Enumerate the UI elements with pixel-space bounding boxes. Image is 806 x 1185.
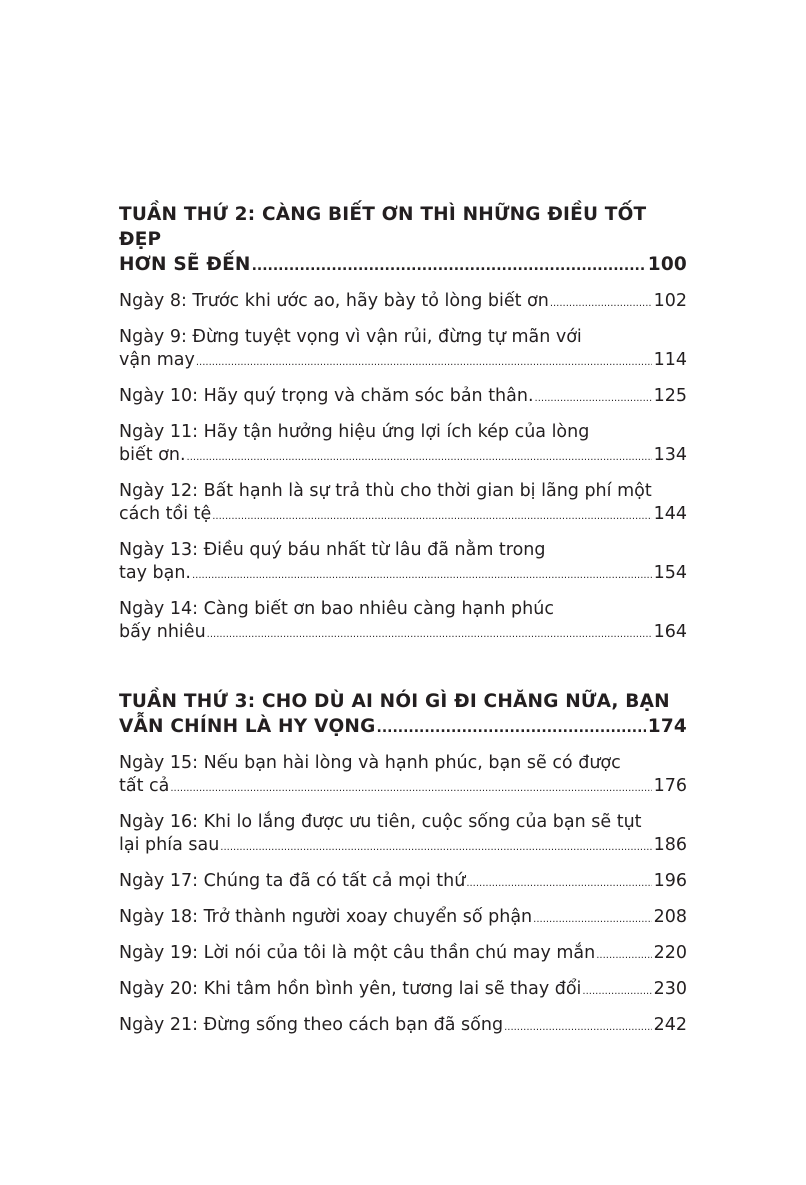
dot-leader: [196, 351, 652, 374]
dot-leader: [596, 944, 651, 967]
toc-entry: [119, 942, 687, 967]
toc-entry-row: [119, 290, 687, 315]
toc-entry-row: [119, 870, 687, 895]
toc-entry: [119, 421, 687, 469]
toc-entry-row: [119, 444, 687, 469]
toc-entry: [119, 752, 687, 800]
toc-entry-row: [119, 385, 687, 410]
entry-title-continued: tất cả: [119, 776, 170, 796]
toc-entry: [119, 539, 687, 587]
toc-entry-row: [119, 906, 687, 931]
toc-entry-row: [119, 775, 687, 800]
page-number: 125: [653, 386, 687, 406]
toc-section-week-3: [119, 689, 687, 1039]
entry-title-continued: vận may: [119, 350, 195, 370]
page-number: 186: [653, 835, 687, 855]
toc-entry: [119, 1014, 687, 1039]
section-heading-line: VẪN CHÍNH LÀ HY VỌNG: [119, 716, 376, 737]
toc-entry-row: [119, 349, 687, 374]
toc-entry-row: [119, 942, 687, 967]
toc-entry: [119, 870, 687, 895]
page-number: 114: [653, 350, 687, 370]
dot-leader: [466, 872, 651, 895]
dot-leader: [582, 980, 651, 1003]
dot-leader: [207, 623, 652, 646]
page-number: 230: [653, 979, 687, 999]
page-number: 154: [653, 563, 687, 583]
dot-leader: [550, 292, 652, 315]
entry-title-continued: cách tồi tệ: [119, 504, 212, 524]
section-heading: [119, 689, 687, 741]
entry-title-continued: lại phía sau: [119, 835, 220, 855]
toc-entry-row: [119, 621, 687, 646]
entry-title: Ngày 8: Trước khi ước ao, hãy bày tỏ lòng biết ơn: [119, 291, 549, 311]
page-number: 208: [653, 907, 687, 927]
page-number: 220: [653, 943, 687, 963]
section-heading-row: [119, 252, 687, 279]
toc-entry-row: [119, 562, 687, 587]
section-heading-line: TUẦN THỨ 3: CHO DÙ AI NÓI GÌ ĐI CHĂNG NỮA, BẠN: [119, 691, 670, 712]
entry-title: Ngày 10: Hãy quý trọng và chăm sóc bản thân.: [119, 386, 534, 406]
entry-title: Ngày 12: Bất hạnh là sự trả thù cho thời gian bị lãng phí một: [119, 481, 652, 501]
page-number: 134: [653, 445, 687, 465]
toc-entry: [119, 906, 687, 931]
dot-leader: [377, 716, 646, 741]
dot-leader: [192, 564, 652, 587]
page-number: 174: [647, 716, 687, 737]
entry-title: Ngày 19: Lời nói của tôi là một câu thần chú may mắn: [119, 943, 596, 963]
toc-entry-row: [119, 503, 687, 528]
page-number: 102: [653, 291, 687, 311]
section-heading-line: HƠN SẼ ĐẾN: [119, 254, 251, 275]
dot-leader: [504, 1016, 652, 1039]
toc-entry: [119, 326, 687, 374]
table-of-contents: [119, 202, 687, 1050]
entry-title: Ngày 16: Khi lo lắng được ưu tiên, cuộc sống của bạn sẽ tụt: [119, 812, 642, 832]
entry-title: Ngày 20: Khi tâm hồn bình yên, tương lai sẽ thay đổi: [119, 979, 582, 999]
page-number: 242: [653, 1015, 687, 1035]
toc-entry: [119, 480, 687, 528]
entry-title-continued: biết ơn.: [119, 445, 186, 465]
page-number: 176: [653, 776, 687, 796]
toc-entry: [119, 385, 687, 410]
entry-title: Ngày 15: Nếu bạn hài lòng và hạnh phúc, bạn sẽ có được: [119, 753, 621, 773]
dot-leader: [252, 254, 646, 279]
entry-title: Ngày 21: Đừng sống theo cách bạn đã sống: [119, 1015, 504, 1035]
toc-entry-row: [119, 978, 687, 1003]
page-number: 196: [653, 871, 687, 891]
entry-title-continued: bấy nhiêu: [119, 622, 206, 642]
dot-leader: [170, 777, 651, 800]
toc-entry: [119, 290, 687, 315]
dot-leader: [533, 908, 651, 931]
entry-title: Ngày 11: Hãy tận hưởng hiệu ứng lợi ích kép của lòng: [119, 422, 590, 442]
entry-title-continued: tay bạn.: [119, 563, 191, 583]
entry-title: Ngày 17: Chúng ta đã có tất cả mọi thứ: [119, 871, 466, 891]
entry-title: Ngày 9: Đừng tuyệt vọng vì vận rủi, đừng tự mãn với: [119, 327, 582, 347]
dot-leader: [220, 836, 651, 859]
page-number: 144: [653, 504, 687, 524]
section-heading: [119, 202, 687, 279]
dot-leader: [212, 505, 651, 528]
toc-entry: [119, 811, 687, 859]
dot-leader: [535, 387, 652, 410]
toc-section-week-2: [119, 202, 687, 646]
toc-entry-row: [119, 834, 687, 859]
section-heading-line: TUẦN THỨ 2: CÀNG BIẾT ƠN THÌ NHỮNG ĐIỀU TỐT ĐẸP: [119, 204, 647, 250]
toc-entry: [119, 978, 687, 1003]
entry-title: Ngày 14: Càng biết ơn bao nhiêu càng hạnh phúc: [119, 599, 554, 619]
entry-title: Ngày 18: Trở thành người xoay chuyển số phận: [119, 907, 533, 927]
page-number: 164: [653, 622, 687, 642]
dot-leader: [187, 446, 652, 469]
page-number: 100: [647, 254, 687, 275]
toc-entry-row: [119, 1014, 687, 1039]
section-heading-row: [119, 714, 687, 741]
toc-entry: [119, 598, 687, 646]
entry-title: Ngày 13: Điều quý báu nhất từ lâu đã nằm trong: [119, 540, 546, 560]
